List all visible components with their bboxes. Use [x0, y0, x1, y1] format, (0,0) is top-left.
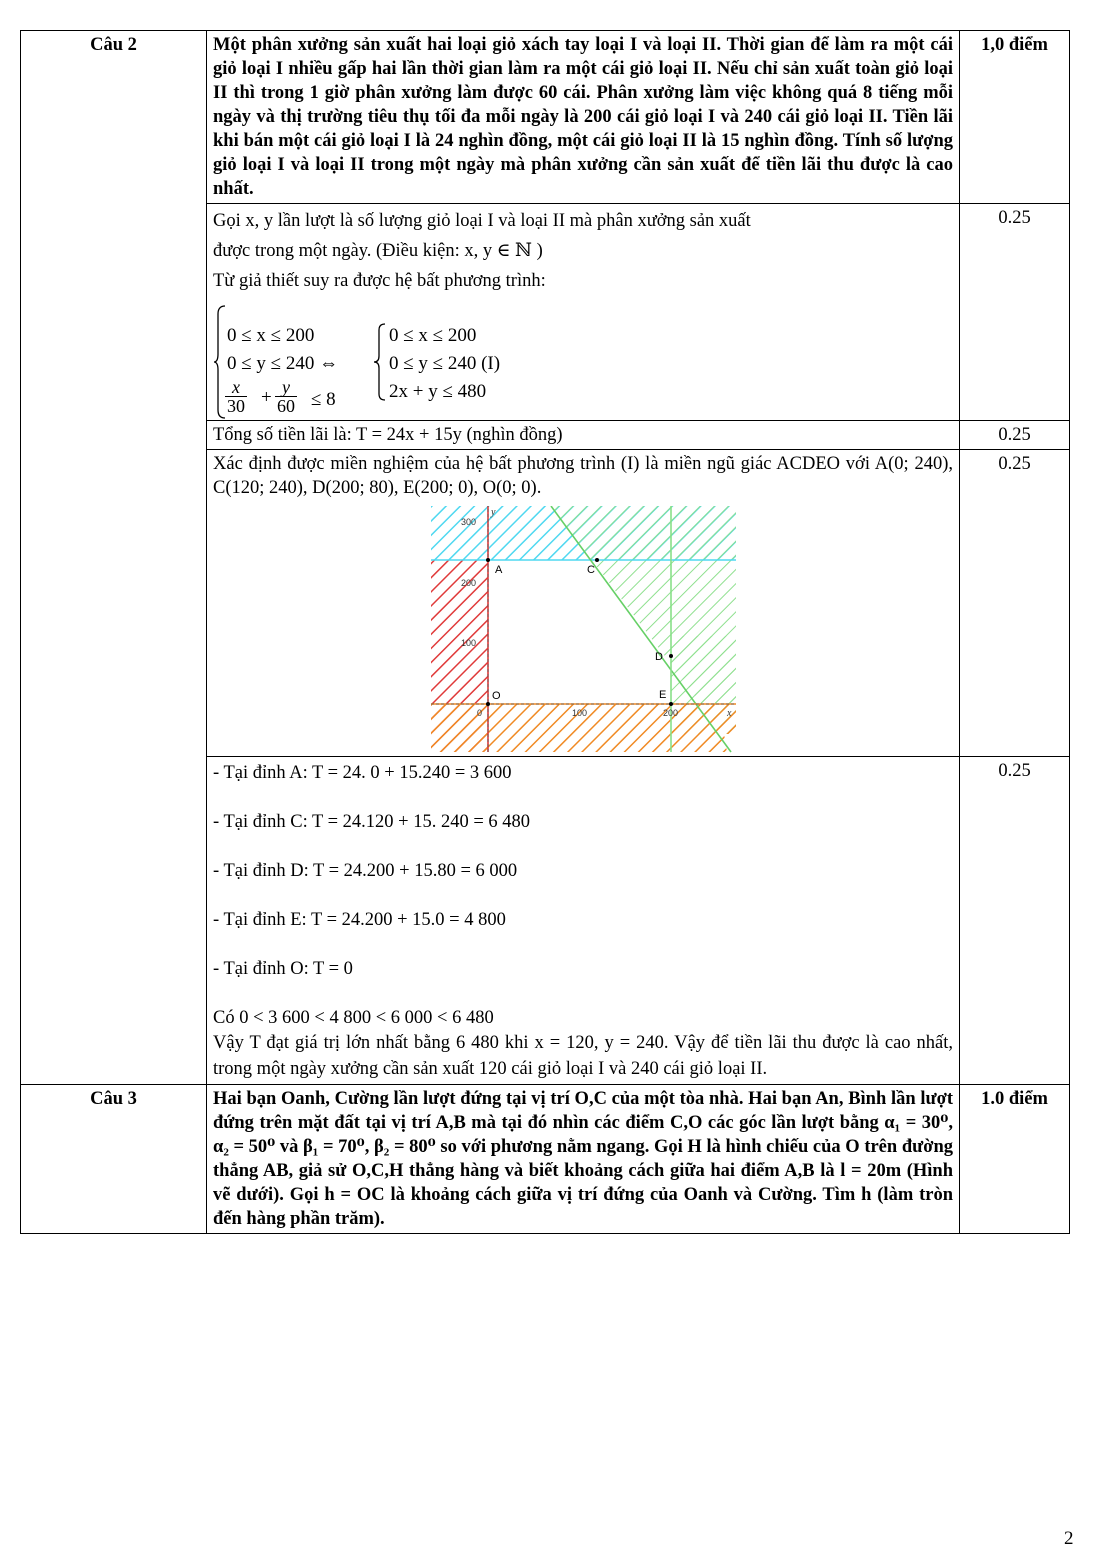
- step2-text: Tổng số tiền lãi là: T = 24x + 15y (nghìn đồng): [207, 421, 960, 450]
- q2-step3-content: [207, 450, 960, 757]
- label-E: E: [658, 689, 666, 701]
- sys-right-2: 0 ≤ y ≤ 240 (I): [389, 353, 501, 374]
- vertex-O-line: - Tại đỉnh O: T = 0: [213, 959, 353, 979]
- sys-left-1: 0 ≤ x ≤ 200: [227, 325, 315, 346]
- plus-sign: +: [261, 387, 272, 408]
- inequality-system: [213, 300, 953, 418]
- axis-y-label: y: [490, 507, 495, 518]
- label-O: O: [491, 690, 501, 702]
- label-A: A: [494, 564, 502, 576]
- label-D: D: [654, 651, 663, 663]
- axis-x-label: x: [726, 708, 731, 719]
- point-D: [669, 654, 673, 658]
- fraction-x-30: [225, 378, 247, 415]
- step1-line2: được trong một ngày. (Điều kiện: x, y ∈ ℕ ): [213, 241, 543, 261]
- q2-points: 1,0 điểm: [960, 31, 1070, 204]
- vertex-E-line: - Tại đỉnh E: T = 24.200 + 15.0 = 4 800: [213, 910, 506, 930]
- point-A: [486, 558, 490, 562]
- step1-points: 0.25: [960, 204, 1070, 421]
- fraction-y-60: [275, 378, 297, 415]
- vertex-C-line: - Tại đỉnh C: T = 24.120 + 15. 240 = 6 480: [213, 812, 531, 832]
- sys-right-1: 0 ≤ x ≤ 200: [389, 325, 477, 346]
- q2-step1-content: [207, 204, 960, 421]
- conclusion-text: Vậy T đạt giá trị lớn nhất bằng 6 480 khi x = 120, y = 240. Vậy để tiền lãi thu được là cao nhất, trong một ngày xưởng cần sản xuất 120 cái giỏ loại I và 240 cái giỏ loại II.: [213, 1033, 953, 1079]
- step2-points: 0.25: [960, 421, 1070, 450]
- point-O: [486, 702, 490, 706]
- vertex-A-line: - Tại đỉnh A: T = 24. 0 + 15.240 = 3 600: [213, 763, 512, 783]
- q2-statement: Một phân xưởng sản xuất hai loại giỏ xách tay loại I và loại II. Thời gian để làm ra một cái giỏ loại I nhiều gấp hai lần thời gian làm ra một cái giỏ loại II. Nếu chỉ sản xuất toàn giỏ loại II thì trong 1 giờ phân xưởng làm được 60 cái. Phân xưởng làm việc không quá 8 tiếng mỗi ngày và thị trường tiêu thụ tối đa mỗi ngày là 200 cái giỏ loại I và 240 cái giỏ loại II. Tiền lãi khi bán một cái giỏ loại I là 24 nghìn đồng, một cái giỏ loại II là 15 nghìn đồng. Tính số lượng giỏ loại I và loại II trong một ngày mà phân xưởng cần sản xuất để tiền lãi thu được là cao nhất.: [207, 31, 960, 204]
- q3-row: [21, 1085, 1070, 1234]
- tick-y-300: 300: [460, 517, 476, 527]
- frac1-den: 30: [227, 396, 245, 416]
- step4-points: 0.25: [960, 757, 1070, 1085]
- q3-label: Câu 3: [21, 1085, 207, 1234]
- page-number: 2: [1064, 1528, 1074, 1549]
- label-C: C: [586, 564, 595, 576]
- comparison-line: Có 0 < 3 600 < 4 800 < 6 000 < 6 480: [213, 1008, 494, 1028]
- step3-text: Xác định được miền nghiệm của hệ bất phương trình (I) là miền ngũ giác ACDEO với A(0; 240), C(120; 240), D(200; 80), E(200; 0), O(0; 0).: [213, 454, 953, 498]
- sys-right-3: 2x + y ≤ 480: [389, 381, 487, 402]
- tick-origin: 0: [476, 708, 482, 718]
- frac1-num: x: [225, 378, 247, 397]
- tick-y-200: 200: [460, 578, 476, 588]
- tick-x-200: 200: [662, 708, 678, 718]
- step1-line1: Gọi x, y lần lượt là số lượng giỏ loại I và loại II mà phân xưởng sản xuất: [213, 211, 751, 231]
- sys-left-2: 0 ≤ y ≤ 240 ⇔: [227, 353, 339, 374]
- step3-points: 0.25: [960, 450, 1070, 757]
- q2-statement-row: [21, 31, 1070, 204]
- q3-statement: Hai bạn Oanh, Cường lần lượt đứng tại vị trí O,C của một tòa nhà. Hai bạn An, Bình lần lượt đứng trên mặt đất tại vị trí A,B mà tại đó nhìn các điểm C,O các góc lần lượt bằng α₁ = 30⁰, α₂ = 50⁰ và β₁ = 70⁰, β₂ = 80⁰ so với phương nằm ngang. Gọi H là hình chiếu của O trên đường thẳng AB, giả sử O,C,H thẳng hàng và biết khoảng cách giữa hai điểm A,B là l = 20m (Hình vẽ dưới). Gọi h = OC là khoảng cách giữa vị trí đứng của Oanh và Cường. Tìm h (làm tròn đến hàng phần trăm).: [207, 1085, 960, 1234]
- q2-step4-content: [207, 757, 960, 1085]
- solution-table: [20, 30, 1070, 1234]
- frac2-den: 60: [277, 396, 295, 416]
- point-E: [669, 702, 673, 706]
- feasible-region-graph: [431, 506, 736, 754]
- right-brace: [373, 322, 387, 402]
- sys-left-3-tail: ≤ 8: [311, 389, 336, 410]
- point-C: [595, 558, 599, 562]
- vertex-D-line: - Tại đỉnh D: T = 24.200 + 15.80 = 6 000: [213, 861, 518, 881]
- tick-y-100: 100: [460, 638, 476, 648]
- tick-x-100: 100: [571, 708, 587, 718]
- q3-points: 1.0 điểm: [960, 1085, 1070, 1234]
- q2-label: Câu 2: [21, 31, 207, 1085]
- frac2-num: y: [275, 378, 297, 397]
- step1-line3: Từ giả thiết suy ra được hệ bất phương trình:: [213, 271, 546, 291]
